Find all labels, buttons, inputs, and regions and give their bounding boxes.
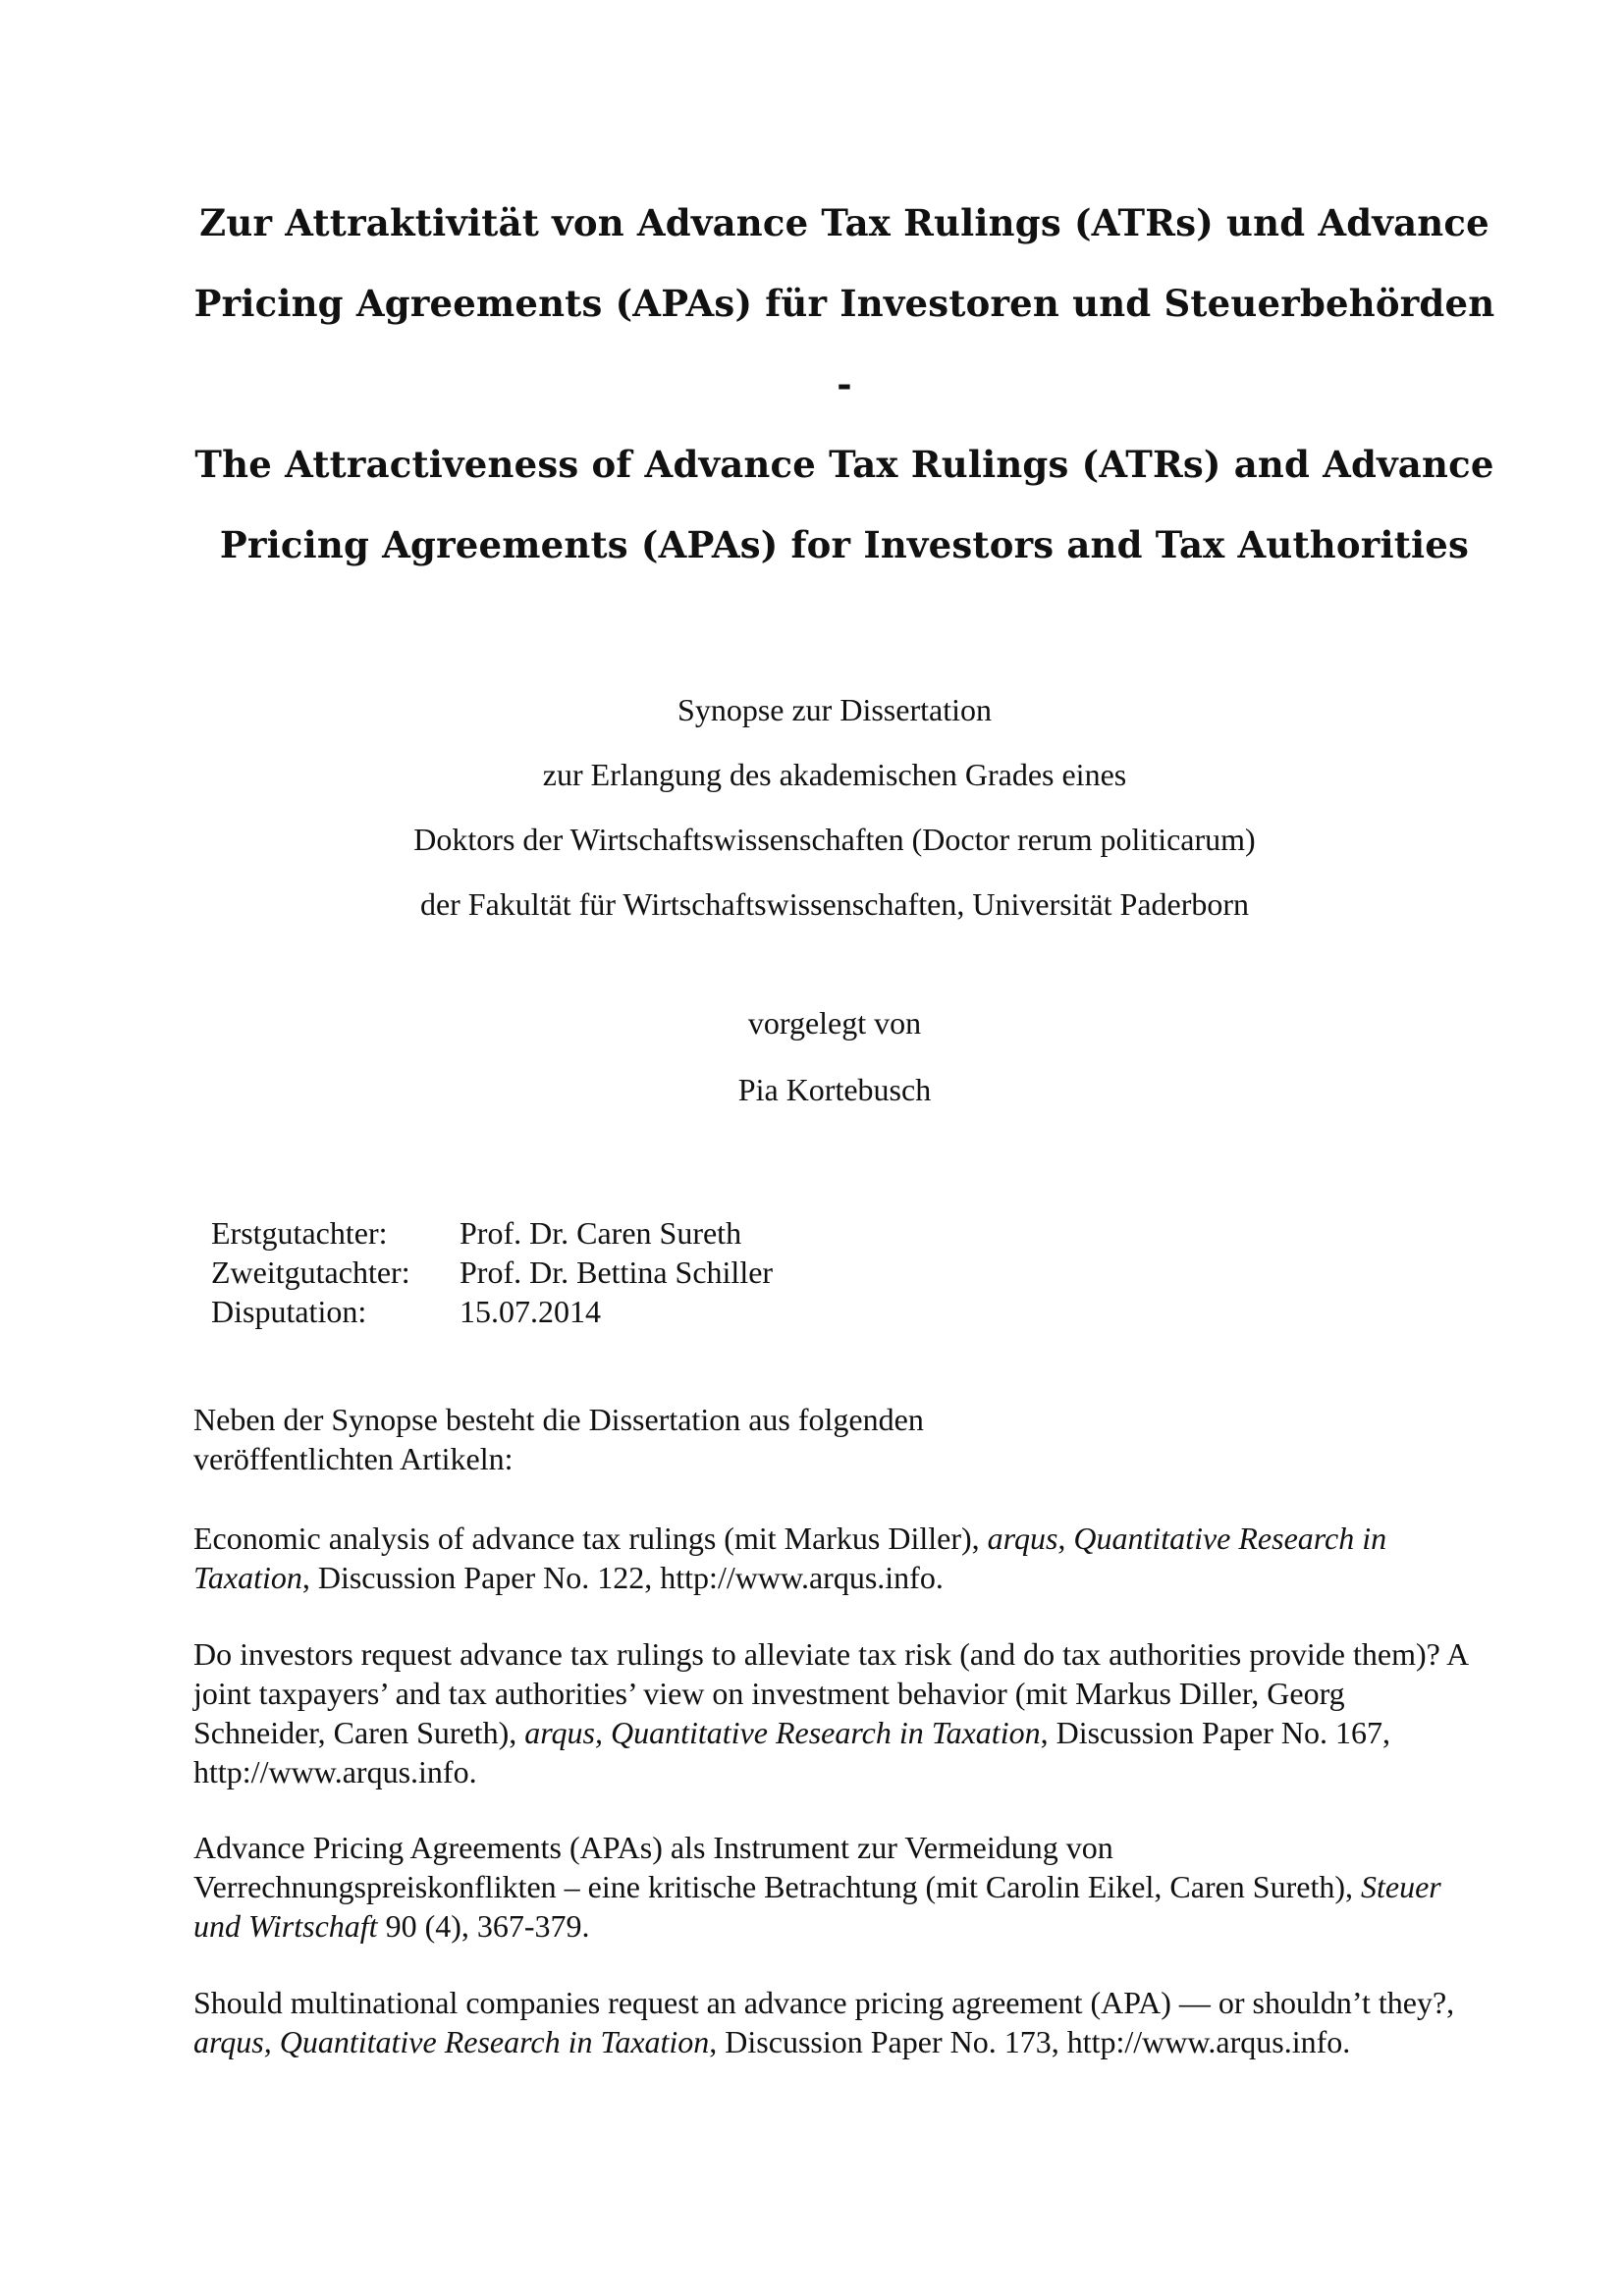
- title-german-line-1: Zur Attraktivität von Advance Tax Rulings (ATRs) und Advance: [199, 201, 1489, 244]
- article-title: Should multinational companies request an advance pricing agreement (APA) — or shouldn’t they?,: [193, 1985, 1455, 2020]
- reviewer-row: [211, 1292, 773, 1331]
- reviewer-value: Prof. Dr. Caren Sureth: [460, 1215, 742, 1251]
- article-details: , Discussion Paper No. 173, http://www.arqus.info.: [709, 2024, 1351, 2059]
- title-english-line-1: The Attractiveness of Advance Tax Rulings (ATRs) and Advance: [194, 443, 1494, 486]
- reviewers-table: [211, 1213, 773, 1331]
- title-german-line-2: Pricing Agreements (APAs) für Investoren und Steuerbehörden: [193, 282, 1495, 325]
- synopsis-block: [245, 677, 1424, 936]
- article-entry: [193, 1519, 1480, 1597]
- articles-intro: [193, 1400, 1480, 1478]
- author-name: Pia Kortebusch: [737, 1072, 932, 1107]
- presented-by-label: vorgelegt von: [747, 1005, 922, 1041]
- title-english-line-2: Pricing Agreements (APAs) for Investors and Tax Authorities: [219, 523, 1470, 566]
- reviewer-value: 15.07.2014: [460, 1294, 601, 1329]
- article-venue: Steuer und Wirtschaft: [193, 1869, 1441, 1944]
- intro-line-2: veröffentlichten Artikeln:: [193, 1441, 514, 1476]
- reviewer-label: Disputation:: [211, 1294, 367, 1329]
- synopsis-line-3: Doktors der Wirtschaftswissenschaften (Doctor rerum politicarum): [413, 822, 1256, 857]
- title-separator: -: [837, 362, 852, 405]
- reviewer-value: Prof. Dr. Bettina Schiller: [460, 1255, 774, 1290]
- article-details: , Discussion Paper No. 167, http://www.arqus.info.: [193, 1715, 1390, 1789]
- reviewer-row: [211, 1253, 773, 1292]
- article-details: , Discussion Paper No. 122, http://www.arqus.info.: [301, 1560, 944, 1595]
- intro-line-1: Neben der Synopse besteht die Dissertation aus folgenden: [193, 1402, 924, 1437]
- synopsis-line-1: Synopse zur Dissertation: [677, 692, 992, 727]
- article-venue: arqus, Quantitative Research in Taxation: [524, 1715, 1041, 1750]
- article-title: Economic analysis of advance tax rulings (mit Markus Diller),: [193, 1521, 980, 1556]
- synopsis-line-4: der Fakultät für Wirtschaftswissenschaften, Universität Paderborn: [419, 886, 1250, 922]
- article-venue: arqus, Quantitative Research in Taxation: [193, 2024, 710, 2059]
- article-entry: [193, 1983, 1480, 2061]
- article-entry: [193, 1634, 1480, 1791]
- article-title: Advance Pricing Agreements (APAs) als Instrument zur Vermeidung von Verrechnungspreiskonflikten – eine kritische Betrachtung (mit Carolin Eikel, Caren Sureth),: [193, 1830, 1353, 1904]
- article-title: Do investors request advance tax rulings to alleviate tax risk (and do tax authorities provide them)? A joint taxpayers’ and tax authorities’ view on investment behavior (mit Markus Diller, Georg Schneider, Caren Sureth),: [193, 1636, 1468, 1750]
- article-details: 90 (4), 367-379.: [377, 1908, 590, 1944]
- title-block: [137, 183, 1551, 585]
- synopsis-line-2: zur Erlangung des akademischen Grades eines: [542, 757, 1127, 792]
- article-entry: [193, 1828, 1480, 1946]
- reviewer-row: [211, 1213, 773, 1253]
- author-block: [245, 989, 1424, 1123]
- reviewer-label: Zweitgutachter:: [211, 1255, 410, 1290]
- reviewer-label: Erstgutachter:: [211, 1215, 388, 1251]
- article-venue: arqus, Quantitative Research in Taxation: [193, 1521, 1387, 1595]
